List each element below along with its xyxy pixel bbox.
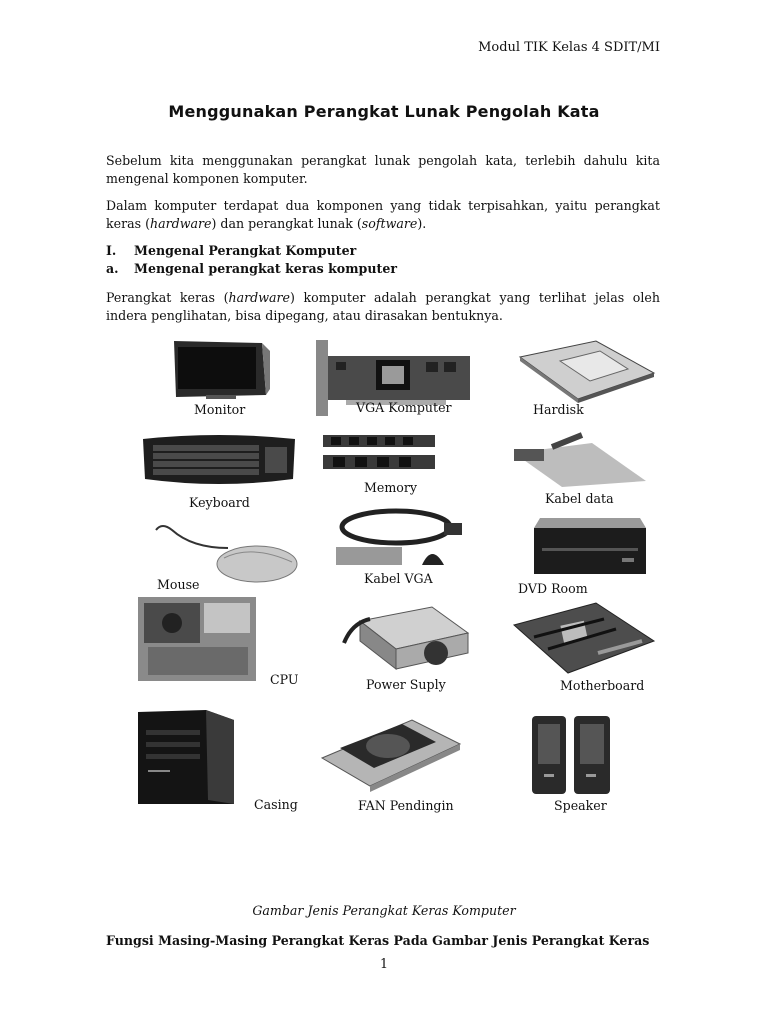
label-kabel-vga: Kabel VGA — [364, 571, 433, 586]
monitor-image — [166, 339, 272, 401]
section-heading-2: a. Mengenal perangkat keras komputer — [106, 261, 397, 276]
page-number: 1 — [379, 956, 388, 971]
dvd-drive-image — [532, 514, 648, 576]
label-mouse: Mouse — [157, 577, 200, 592]
label-monitor: Monitor — [194, 402, 246, 417]
hardisk-image — [516, 339, 658, 403]
casing-image — [136, 708, 236, 806]
cpu-image — [138, 597, 256, 681]
label-cpu: CPU — [270, 672, 299, 687]
label-speaker: Speaker — [554, 798, 607, 813]
keyboard-image — [141, 433, 297, 487]
components-paragraph: Dalam komputer terdapat dua komponen yang tidak terpisahkan, yaitu perangkat keras (hardware) dan perangkat lunak (software). — [106, 198, 660, 231]
label-motherboard: Motherboard — [560, 678, 645, 693]
figure-caption: Gambar Jenis Perangkat Keras Komputer — [252, 903, 516, 918]
label-power-supply: Power Suply — [366, 677, 446, 692]
section-heading-1: I. Mengenal Perangkat Komputer — [106, 243, 357, 258]
label-memory: Memory — [364, 480, 418, 495]
label-casing: Casing — [254, 797, 298, 812]
label-keyboard: Keyboard — [189, 495, 250, 510]
memory-image — [321, 433, 437, 473]
label-dvd: DVD Room — [518, 581, 588, 596]
page-title: Menggunakan Perangkat Lunak Pengolah Kata — [168, 102, 600, 121]
definition-paragraph: Perangkat keras (hardware) komputer adalah perangkat yang terlihat jelas oleh indera penglihatan, bisa dipegang, atau dirasakan bentuknya. — [106, 290, 660, 323]
page-header: Modul TIK Kelas 4 SDIT/MI — [478, 40, 660, 55]
vga-cable-image — [334, 503, 468, 567]
data-cable-image — [512, 433, 648, 489]
fan-cooler-image — [320, 714, 462, 792]
motherboard-image — [512, 601, 656, 675]
power-supply-image — [340, 603, 470, 673]
speaker-image — [530, 714, 614, 796]
functions-heading: Fungsi Masing-Masing Perangkat Keras Pada Gambar Jenis Perangkat Keras — [106, 933, 650, 948]
label-kabel-data: Kabel data — [545, 491, 614, 506]
label-hardisk: Hardisk — [533, 402, 584, 417]
label-vga: VGA Komputer — [356, 400, 452, 415]
label-fan: FAN Pendingin — [358, 798, 454, 813]
intro-paragraph: Sebelum kita menggunakan perangkat lunak pengolah kata, terlebih dahulu kita mengenal komponen komputer. — [106, 153, 660, 186]
